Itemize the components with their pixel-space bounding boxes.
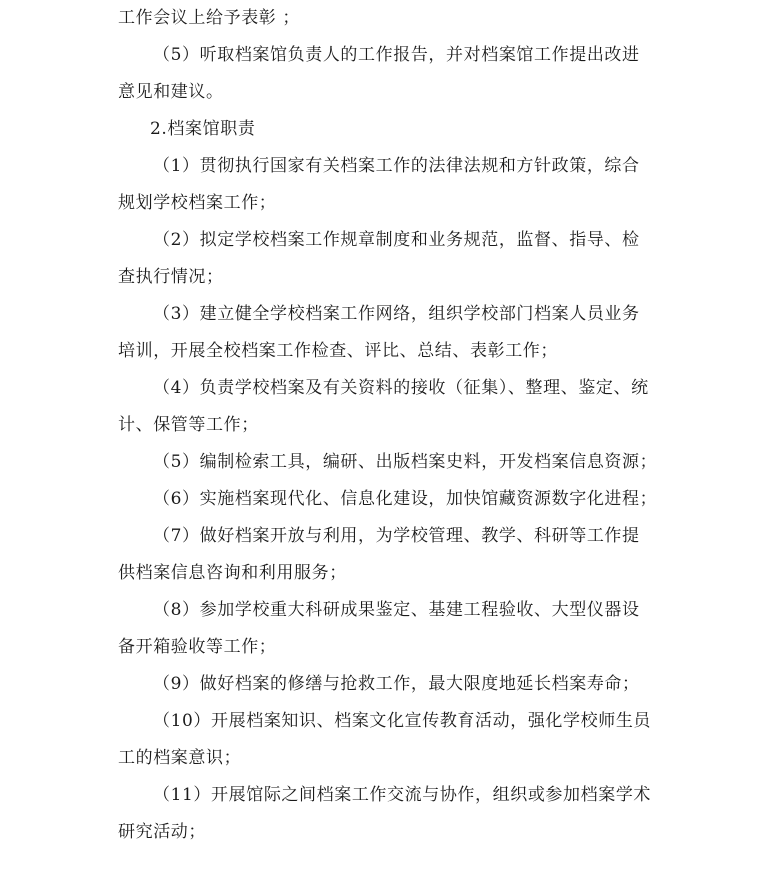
text-line: 培训，开展全校档案工作检查、评比、总结、表彰工作； <box>118 341 558 361</box>
text-line: （5）听取档案馆负责人的工作报告，并对档案馆工作提出改进 <box>153 45 640 65</box>
section-heading: 2.档案馆职责 <box>150 119 256 139</box>
text-line: 查执行情况； <box>118 267 224 287</box>
text-line: 工的档案意识； <box>118 748 242 768</box>
text-line: （8）参加学校重大科研成果鉴定、基建工程验收、大型仪器设 <box>153 600 640 620</box>
text-line: 规划学校档案工作； <box>118 193 277 213</box>
text-line: （1）贯彻执行国家有关档案工作的法律法规和方针政策，综合 <box>153 156 640 176</box>
text-line: 计、保管等工作； <box>118 415 259 435</box>
text-line: 供档案信息咨询和利用服务； <box>118 563 347 583</box>
text-line: （6）实施档案现代化、信息化建设，加快馆藏资源数字化进程； <box>153 489 658 509</box>
text-line: （7）做好档案开放与利用，为学校管理、教学、科研等工作提 <box>153 526 640 546</box>
text-line: （11）开展馆际之间档案工作交流与协作，组织或参加档案学术 <box>153 785 652 805</box>
text-line: （5）编制检索工具，编研、出版档案史料，开发档案信息资源； <box>153 452 658 472</box>
text-line: （2）拟定学校档案工作规章制度和业务规范，监督、指导、检 <box>153 230 640 250</box>
text-line: 研究活动； <box>118 822 206 842</box>
text-line: 工作会议上给予表彰 ； <box>118 8 301 28</box>
text-line: 备开箱验收等工作； <box>118 637 277 657</box>
text-line: （3）建立健全学校档案工作网络，组织学校部门档案人员业务 <box>153 304 640 324</box>
text-line: 意见和建议。 <box>118 82 224 102</box>
text-line: （10）开展档案知识、档案文化宣传教育活动，强化学校师生员 <box>153 711 652 731</box>
text-line: （9）做好档案的修缮与抢救工作，最大限度地延长档案寿命； <box>153 674 640 694</box>
text-line: （4）负责学校档案及有关资料的接收（征集）、整理、鉴定、统 <box>153 378 649 398</box>
